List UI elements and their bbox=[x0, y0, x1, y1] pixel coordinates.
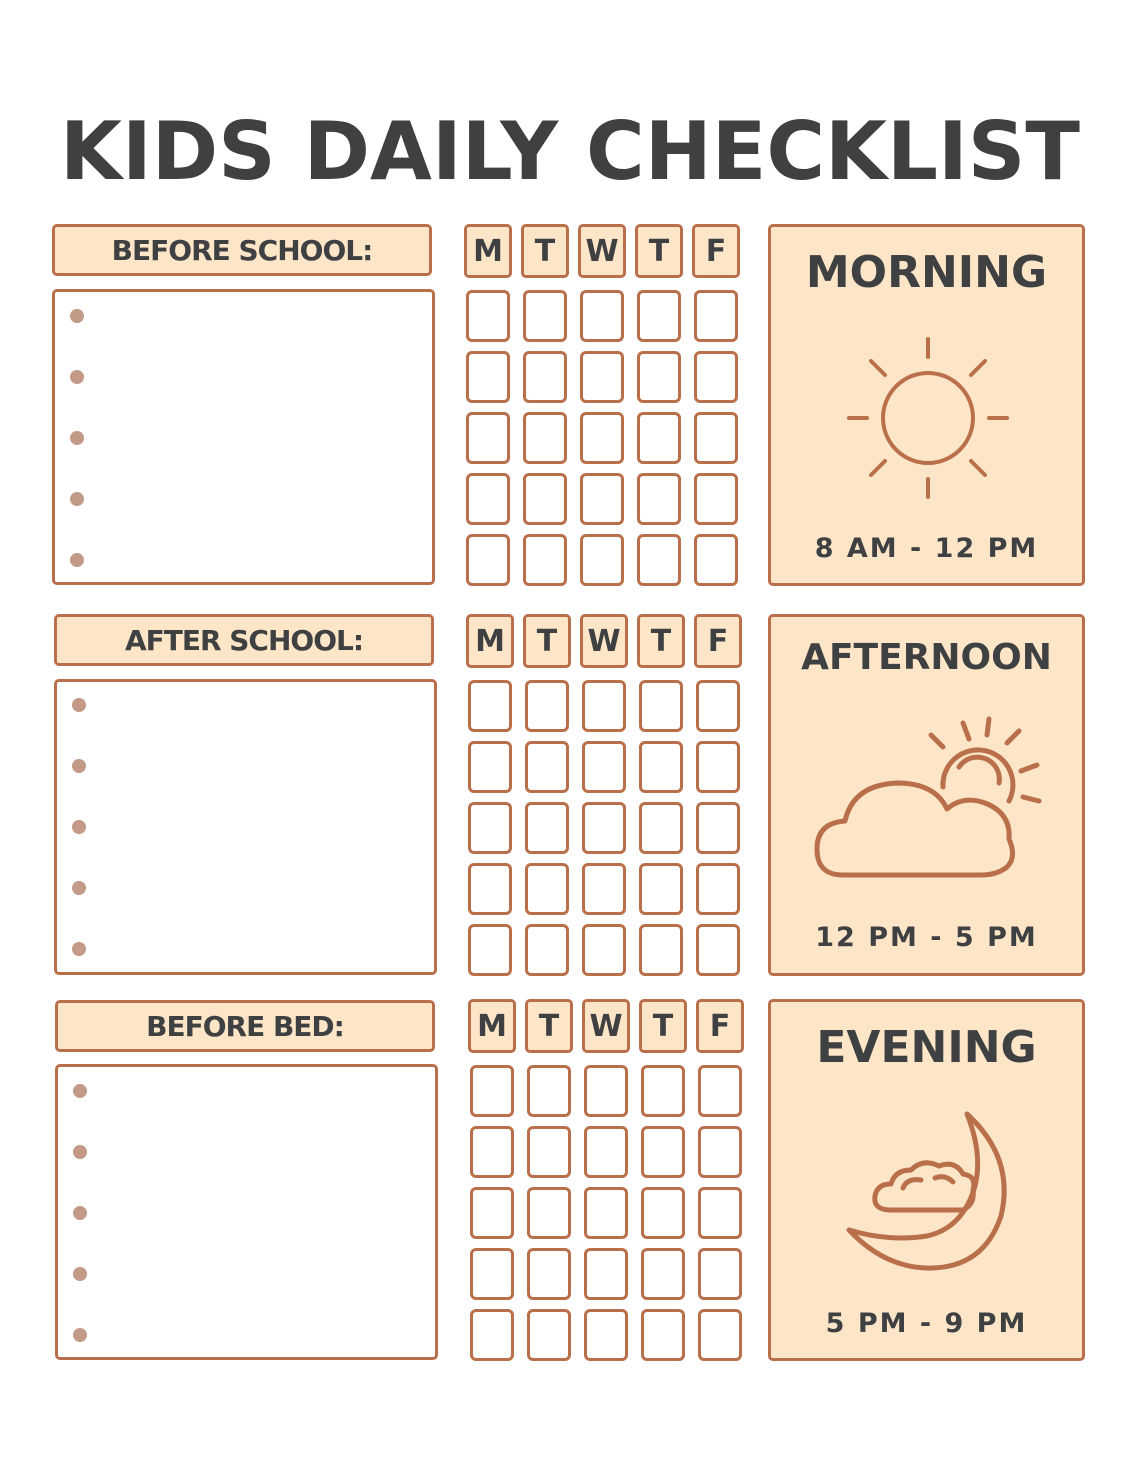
day-checkbox[interactable] bbox=[639, 680, 683, 732]
day-checkbox[interactable] bbox=[470, 1065, 514, 1117]
day-checkbox[interactable] bbox=[584, 1126, 628, 1178]
day-checkbox[interactable] bbox=[466, 412, 510, 464]
bullet-dot bbox=[70, 370, 84, 384]
day-checkbox[interactable] bbox=[694, 290, 738, 342]
day-checkbox[interactable] bbox=[698, 1309, 742, 1361]
day-checkbox[interactable] bbox=[527, 1187, 571, 1239]
day-checkbox[interactable] bbox=[525, 680, 569, 732]
panel-title-morning: MORNING bbox=[805, 247, 1048, 298]
day-header-wed: W bbox=[582, 999, 630, 1053]
day-checkbox[interactable] bbox=[580, 534, 624, 586]
bullet-dot bbox=[72, 698, 86, 712]
time-panel-afternoon bbox=[768, 614, 1085, 976]
day-checkbox[interactable] bbox=[584, 1187, 628, 1239]
day-checkbox[interactable] bbox=[641, 1065, 685, 1117]
day-checkbox[interactable] bbox=[580, 473, 624, 525]
day-checkbox[interactable] bbox=[641, 1309, 685, 1361]
list-title-after-school: AFTER SCHOOL: bbox=[54, 614, 434, 666]
bullet-dot bbox=[72, 881, 86, 895]
day-checkbox[interactable] bbox=[527, 1248, 571, 1300]
day-checkbox[interactable] bbox=[582, 924, 626, 976]
day-checkbox[interactable] bbox=[582, 863, 626, 915]
day-header-tue: T bbox=[521, 224, 569, 278]
day-checkbox[interactable] bbox=[698, 1065, 742, 1117]
day-checkbox[interactable] bbox=[584, 1065, 628, 1117]
day-checkbox[interactable] bbox=[523, 412, 567, 464]
day-checkbox[interactable] bbox=[696, 680, 740, 732]
panel-time-afternoon: 12 PM - 5 PM bbox=[815, 922, 1038, 953]
day-checkbox[interactable] bbox=[696, 924, 740, 976]
bullet-dot bbox=[73, 1206, 87, 1220]
day-checkbox[interactable] bbox=[696, 802, 740, 854]
bullet-dot bbox=[73, 1328, 87, 1342]
day-checkbox[interactable] bbox=[639, 741, 683, 793]
bullet-dot bbox=[70, 492, 84, 506]
time-panel-morning bbox=[768, 224, 1085, 586]
day-header-fri: F bbox=[696, 999, 744, 1053]
day-checkbox[interactable] bbox=[470, 1187, 514, 1239]
day-header-thu: T bbox=[637, 614, 685, 668]
day-checkbox[interactable] bbox=[637, 351, 681, 403]
day-header-mon: M bbox=[468, 999, 516, 1053]
day-checkbox[interactable] bbox=[694, 534, 738, 586]
day-checkbox[interactable] bbox=[698, 1187, 742, 1239]
day-checkbox[interactable] bbox=[580, 351, 624, 403]
day-checkbox[interactable] bbox=[584, 1248, 628, 1300]
day-checkbox[interactable] bbox=[637, 412, 681, 464]
day-checkbox[interactable] bbox=[466, 351, 510, 403]
day-checkbox[interactable] bbox=[637, 534, 681, 586]
panel-title-evening: EVENING bbox=[816, 1022, 1037, 1073]
day-checkbox[interactable] bbox=[468, 802, 512, 854]
day-header-tue: T bbox=[525, 999, 573, 1053]
task-list-after-school[interactable] bbox=[54, 679, 437, 975]
day-header-fri: F bbox=[694, 614, 742, 668]
bullet-dot bbox=[70, 309, 84, 323]
bullet-dot bbox=[73, 1084, 87, 1098]
day-checkbox[interactable] bbox=[525, 741, 569, 793]
day-header-wed: W bbox=[578, 224, 626, 278]
day-header-thu: T bbox=[639, 999, 687, 1053]
cloud-sun-icon bbox=[813, 713, 1053, 893]
day-checkbox[interactable] bbox=[584, 1309, 628, 1361]
day-checkbox[interactable] bbox=[468, 924, 512, 976]
day-checkbox[interactable] bbox=[527, 1065, 571, 1117]
day-checkbox[interactable] bbox=[696, 863, 740, 915]
day-checkbox[interactable] bbox=[696, 741, 740, 793]
day-checkbox[interactable] bbox=[525, 924, 569, 976]
day-checkbox[interactable] bbox=[523, 290, 567, 342]
day-checkbox[interactable] bbox=[582, 741, 626, 793]
day-checkbox[interactable] bbox=[523, 473, 567, 525]
list-title-before-school: BEFORE SCHOOL: bbox=[52, 224, 432, 276]
day-checkbox[interactable] bbox=[694, 351, 738, 403]
day-checkbox[interactable] bbox=[694, 412, 738, 464]
day-checkbox[interactable] bbox=[639, 863, 683, 915]
day-checkbox[interactable] bbox=[641, 1248, 685, 1300]
day-checkbox[interactable] bbox=[468, 863, 512, 915]
day-checkbox[interactable] bbox=[527, 1126, 571, 1178]
day-checkbox[interactable] bbox=[639, 802, 683, 854]
panel-time-evening: 5 PM - 9 PM bbox=[825, 1308, 1028, 1339]
day-checkbox[interactable] bbox=[470, 1248, 514, 1300]
day-checkbox[interactable] bbox=[525, 802, 569, 854]
moon-cloud-icon bbox=[843, 1106, 1023, 1286]
bullet-dot bbox=[73, 1267, 87, 1281]
day-header-wed: W bbox=[580, 614, 628, 668]
day-header-mon: M bbox=[466, 614, 514, 668]
day-checkbox[interactable] bbox=[641, 1187, 685, 1239]
day-checkbox[interactable] bbox=[466, 290, 510, 342]
page-title: KIDS DAILY CHECKLIST bbox=[60, 105, 1080, 198]
day-checkbox[interactable] bbox=[641, 1126, 685, 1178]
day-checkbox[interactable] bbox=[580, 290, 624, 342]
bullet-dot bbox=[72, 942, 86, 956]
day-header-mon: M bbox=[464, 224, 512, 278]
day-checkbox[interactable] bbox=[637, 290, 681, 342]
day-header-fri: F bbox=[692, 224, 740, 278]
day-checkbox[interactable] bbox=[523, 534, 567, 586]
day-checkbox[interactable] bbox=[698, 1126, 742, 1178]
day-header-thu: T bbox=[635, 224, 683, 278]
bullet-dot bbox=[70, 553, 84, 567]
panel-time-morning: 8 AM - 12 PM bbox=[814, 533, 1039, 564]
day-checkbox[interactable] bbox=[470, 1126, 514, 1178]
day-checkbox[interactable] bbox=[525, 863, 569, 915]
day-header-tue: T bbox=[523, 614, 571, 668]
bullet-dot bbox=[72, 820, 86, 834]
day-checkbox[interactable] bbox=[523, 351, 567, 403]
day-checkbox[interactable] bbox=[470, 1309, 514, 1361]
day-checkbox[interactable] bbox=[582, 680, 626, 732]
bullet-dot bbox=[73, 1145, 87, 1159]
day-checkbox[interactable] bbox=[698, 1248, 742, 1300]
day-checkbox[interactable] bbox=[468, 741, 512, 793]
task-list-before-school[interactable] bbox=[52, 289, 435, 585]
panel-title-afternoon: AFTERNOON bbox=[801, 637, 1052, 678]
bullet-dot bbox=[70, 431, 84, 445]
day-checkbox[interactable] bbox=[466, 473, 510, 525]
task-list-before-bed[interactable] bbox=[55, 1064, 438, 1360]
day-checkbox[interactable] bbox=[582, 802, 626, 854]
bullet-dot bbox=[72, 759, 86, 773]
day-checkbox[interactable] bbox=[694, 473, 738, 525]
day-checkbox[interactable] bbox=[639, 924, 683, 976]
day-checkbox[interactable] bbox=[468, 680, 512, 732]
day-checkbox[interactable] bbox=[580, 412, 624, 464]
day-checkbox[interactable] bbox=[527, 1309, 571, 1361]
sun-icon bbox=[843, 333, 1013, 503]
day-checkbox[interactable] bbox=[637, 473, 681, 525]
time-panel-evening bbox=[768, 999, 1085, 1361]
list-title-before-bed: BEFORE BED: bbox=[55, 1000, 435, 1052]
day-checkbox[interactable] bbox=[466, 534, 510, 586]
